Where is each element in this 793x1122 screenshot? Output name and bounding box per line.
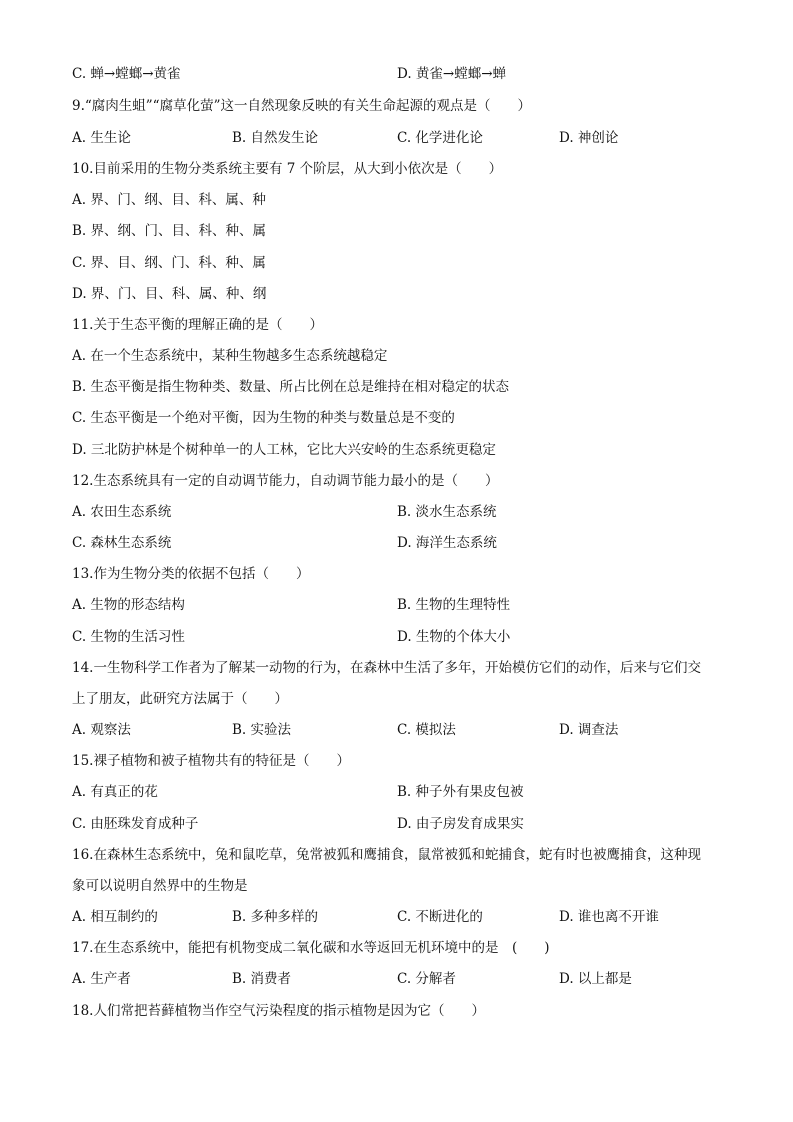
q11-option-a[interactable]: A. 在一个生态系统中，某种生物越多生态系统越稳定 [72, 348, 388, 364]
q16-option-a[interactable]: A. 相互制约的 [72, 909, 158, 925]
q12-option-c[interactable]: C. 森林生态系统 [72, 535, 172, 551]
q10-stem: 10.目前采用的生物分类系统主要有 7 个阶层，从大到小依次是（ ） [72, 161, 503, 177]
q17-option-c[interactable]: C. 分解者 [397, 971, 456, 987]
q10-option-c[interactable]: C. 界、目、纲、门、科、种、属 [72, 255, 266, 271]
q12-option-a[interactable]: A. 农田生态系统 [72, 504, 172, 520]
q17-option-a[interactable]: A. 生产者 [72, 971, 131, 987]
q16-option-c[interactable]: C. 不断进化的 [397, 909, 483, 925]
q11-option-d[interactable]: D. 三北防护林是个树种单一的人工林，它比大兴安岭的生态系统更稳定 [72, 442, 496, 458]
q9-option-a[interactable]: A. 生生论 [72, 130, 131, 146]
q14-option-b[interactable]: B. 实验法 [232, 722, 292, 738]
q10-option-b[interactable]: B. 界、纲、门、目、科、种、属 [72, 223, 267, 239]
q8-option-d[interactable]: D. 黄雀→螳螂→蝉 [397, 66, 507, 82]
q14-option-d[interactable]: D. 调查法 [559, 722, 619, 738]
q13-stem: 13.作为生物分类的依据不包括（ ） [72, 566, 310, 582]
q15-option-d[interactable]: D. 由子房发育成果实 [397, 816, 524, 832]
q15-stem: 15.裸子植物和被子植物共有的特征是（ ） [72, 753, 350, 769]
q11-option-b[interactable]: B. 生态平衡是指生物种类、数量、所占比例在总是维持在相对稳定的状态 [72, 379, 510, 395]
q10-option-d[interactable]: D. 界、门、目、科、属、种、纲 [72, 286, 267, 302]
q9-option-b[interactable]: B. 自然发生论 [232, 130, 319, 146]
q12-option-d[interactable]: D. 海洋生态系统 [397, 535, 497, 551]
q13-option-d[interactable]: D. 生物的个体大小 [397, 629, 511, 645]
q17-option-d[interactable]: D. 以上都是 [559, 971, 632, 987]
q16-option-b[interactable]: B. 多种多样的 [232, 909, 319, 925]
q10-option-a[interactable]: A. 界、门、纲、目、科、属、种 [72, 192, 266, 208]
q9-stem: 9.“腐肉生蛆”“腐草化萤”这一自然现象反映的有关生命起源的观点是（ ） [72, 98, 531, 114]
q9-option-d[interactable]: D. 神创论 [559, 130, 619, 146]
q16-stem-line-1: 16.在森林生态系统中，兔和鼠吃草，兔常被狐和鹰捕食，鼠常被狐和蛇捕食，蛇有时也被鹰捕食，这种现 [72, 847, 701, 863]
q14-option-c[interactable]: C. 模拟法 [397, 722, 456, 738]
q14-stem-line-1: 14.一生物科学工作者为了解某一动物的行为，在森林中生活了多年，开始模仿它们的动作，后来与它们交 [72, 660, 701, 676]
q11-stem: 11.关于生态平衡的理解正确的是（ ） [72, 317, 323, 333]
q9-option-c[interactable]: C. 化学进化论 [397, 130, 483, 146]
q16-option-d[interactable]: D. 谁也离不开谁 [559, 909, 659, 925]
q15-option-c[interactable]: C. 由胚珠发育成种子 [72, 816, 199, 832]
q8-option-c[interactable]: C. 蝉→螳螂→黄雀 [72, 66, 181, 82]
q18-stem: 18.人们常把苔藓植物当作空气污染程度的指示植物是因为它（ ） [72, 1003, 485, 1019]
q13-option-b[interactable]: B. 生物的生理特性 [397, 597, 511, 613]
q17-stem: 17.在生态系统中，能把有机物变成二氧化碳和水等返回无机环境中的是 ( ) [72, 940, 550, 956]
q15-option-a[interactable]: A. 有真正的花 [72, 784, 158, 800]
q14-option-a[interactable]: A. 观察法 [72, 722, 131, 738]
q13-option-a[interactable]: A. 生物的形态结构 [72, 597, 185, 613]
q11-option-c[interactable]: C. 生态平衡是一个绝对平衡，因为生物的种类与数量总是不变的 [72, 410, 455, 426]
q16-stem-line-2: 象可以说明自然界中的生物是 [72, 878, 248, 894]
q12-option-b[interactable]: B. 淡水生态系统 [397, 504, 497, 520]
q13-option-c[interactable]: C. 生物的生活习性 [72, 629, 185, 645]
q17-option-b[interactable]: B. 消费者 [232, 971, 292, 987]
q12-stem: 12.生态系统具有一定的自动调节能力，自动调节能力最小的是（ ） [72, 473, 499, 489]
q15-option-b[interactable]: B. 种子外有果皮包被 [397, 784, 524, 800]
q14-stem-line-2: 上了朋友，此研究方法属于（ ） [72, 691, 288, 707]
